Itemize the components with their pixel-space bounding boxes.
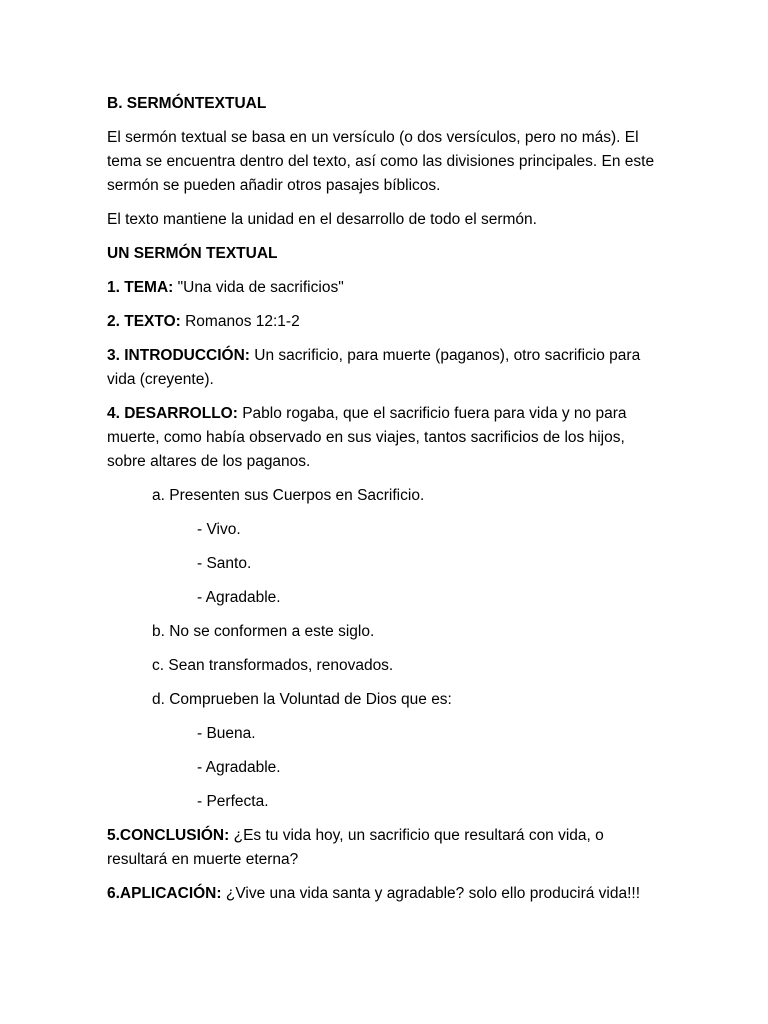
tema-line [107,276,667,300]
outline-subitem: - Santo. [197,555,252,572]
conclusion-text: ¿Es tu vida hoy, un sacrificio que resultará con vida, o resultará en muerte eterna? [107,827,604,868]
desarrollo-line [107,402,667,474]
intro-paragraph-1: El sermón textual se basa en un versículo (o dos versículos, pero no más). El tema se encuentra dentro del texto, así como las divisiones principales. En este sermón se pueden añadir otros pasajes bíblicos. [107,129,655,194]
texto-line [107,310,667,334]
intro-paragraph-2: El texto mantiene la unidad en el desarrollo de todo el sermón. [107,211,537,228]
outline-subitem: - Agradable. [197,589,281,606]
desarrollo-label: 4. DESARROLLO: [107,405,238,422]
outline-item-b: b. No se conformen a este siglo. [152,623,375,640]
outline-item-c: c. Sean transformados, renovados. [152,657,394,674]
section-heading: B. SERMÓNTEXTUAL [107,95,267,112]
desarrollo-text: Pablo rogaba, que el sacrificio fuera para vida y no para muerte, como había observado en sus viajes, tantos sacrificios de los hijos, sobre altares de los paganos. [107,405,627,470]
example-heading: UN SERMÓN TEXTUAL [107,245,278,262]
document-body [107,92,667,916]
tema-text: "Una vida de sacrificios" [173,279,344,296]
outline-item-a: a. Presenten sus Cuerpos en Sacrificio. [152,487,425,504]
outline-subitem: - Buena. [197,725,256,742]
aplicacion-line [107,882,667,906]
conclusion-line [107,824,667,872]
texto-label: 2. TEXTO: [107,313,181,330]
conclusion-label: 5.CONCLUSIÓN: [107,827,230,844]
outline-subitem: - Agradable. [197,759,281,776]
outline-subitem: - Perfecta. [197,793,269,810]
texto-text: Romanos 12:1-2 [180,313,300,330]
tema-label: 1. TEMA: [107,279,174,296]
introduccion-line [107,344,667,392]
outline-subitem: - Vivo. [197,521,241,538]
introduccion-label: 3. INTRODUCCIÓN: [107,347,250,364]
aplicacion-label: 6.APLICACIÓN: [107,885,222,902]
introduccion-text: Un sacrificio, para muerte (paganos), otro sacrificio para vida (creyente). [107,347,641,388]
outline-item-d: d. Comprueben la Voluntad de Dios que es: [152,691,452,708]
aplicacion-text: ¿Vive una vida santa y agradable? solo ello producirá vida!!! [221,885,641,902]
